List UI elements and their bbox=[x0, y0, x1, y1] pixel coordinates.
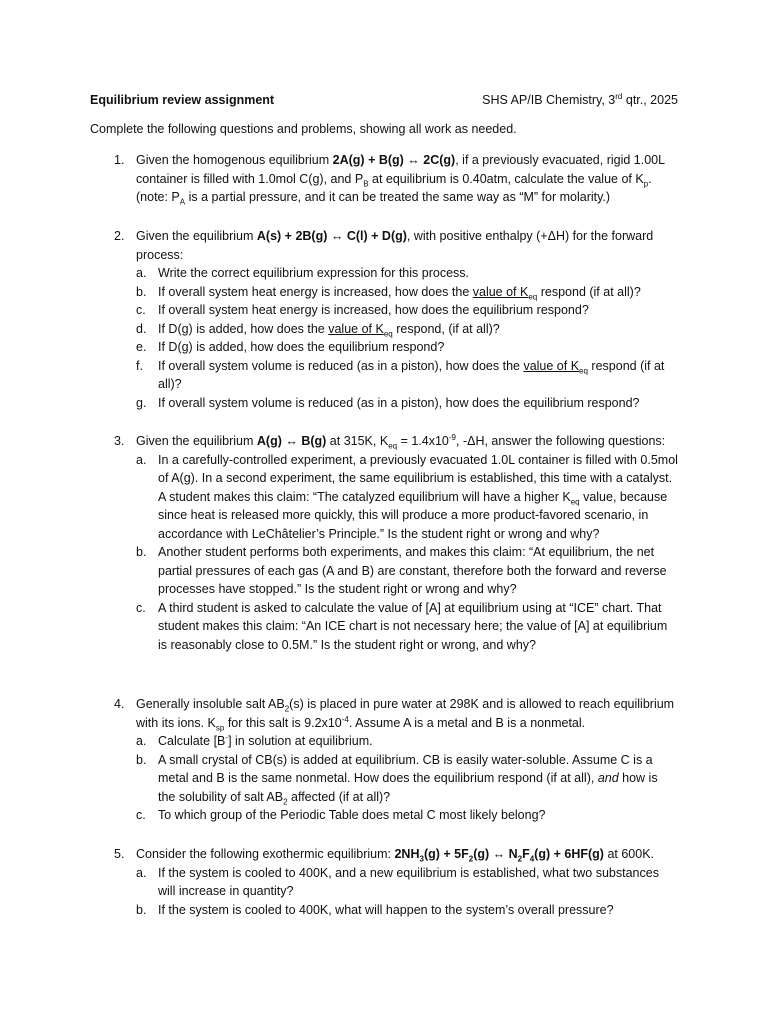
text-letters-3: d. bbox=[136, 321, 147, 336]
question-5a bbox=[136, 864, 678, 901]
question-3a bbox=[136, 451, 678, 544]
course-info bbox=[482, 93, 678, 107]
text-q3-t1: Given the equilibrium bbox=[136, 434, 257, 448]
text-q2-b1: If overall system heat energy is increased, how does the bbox=[158, 284, 473, 299]
text-q2-e: If D(g) is added, how does the equilibrium respond? bbox=[158, 340, 445, 354]
text-q1-t5: is a partial pressure, and it can be treated the same way as “M” for molarity.) bbox=[185, 190, 611, 204]
question-2a bbox=[136, 264, 678, 283]
text-q5-num: 5. bbox=[114, 847, 125, 861]
text-q5-eq1: 2NH bbox=[394, 847, 420, 861]
text-letters-0: a. bbox=[136, 734, 147, 748]
text-q2-c: If overall system heat energy is increased, how does the equilibrium respond? bbox=[158, 303, 589, 317]
text-q5-s3: 2 bbox=[517, 854, 523, 864]
text-q2-d2: respond, (if at all)? bbox=[392, 321, 500, 336]
text-q4-s2: sp bbox=[215, 723, 225, 732]
question-3 bbox=[90, 432, 678, 654]
text-letters-2: c. bbox=[136, 303, 146, 317]
text-header-course_sup: rd bbox=[615, 91, 623, 101]
text-q2-bu: value of K bbox=[472, 284, 529, 299]
text-q5-s4: 4 bbox=[529, 854, 535, 864]
text-letters-1: b. bbox=[136, 902, 147, 917]
text-letters-0: a. bbox=[136, 865, 147, 880]
text-q4-asup: - bbox=[225, 732, 229, 742]
text-letters-0: a. bbox=[136, 452, 147, 467]
question-2 bbox=[90, 227, 678, 412]
instructions: Complete the following questions and problems, showing all work as needed. bbox=[90, 122, 517, 136]
text-header-course_tail: qtr., 2025 bbox=[622, 93, 678, 107]
text-letters-6: g. bbox=[136, 395, 147, 410]
text-q2-d1: If D(g) is added, how does the bbox=[158, 321, 329, 336]
text-q4-bs: 2 bbox=[283, 797, 288, 806]
text-q5-s1: 3 bbox=[419, 854, 424, 864]
text-q4-b3: affected (if at all)? bbox=[287, 789, 391, 804]
text-q4-t2: (s) is placed in pure water at 298K and is allowed to reach equilibrium with its ions. K bbox=[136, 697, 675, 730]
question-2g bbox=[136, 394, 678, 413]
question-2c bbox=[136, 301, 678, 320]
text-q2-du: value of K bbox=[328, 321, 384, 336]
text-q2-fs: eq bbox=[579, 366, 588, 375]
text-q4-a2: ] in solution at equilibrium. bbox=[228, 734, 373, 748]
equation: 2A(g) + B(g) ↔ 2C(g) bbox=[332, 153, 456, 167]
text-q5-eq3: (g) ↔ N bbox=[473, 847, 518, 861]
text-q3-num: 3. bbox=[114, 434, 125, 448]
assignment-title: Equilibrium review assignment bbox=[90, 93, 275, 107]
text-q2-t2: , with positive enthalpy (+ΔH) for the forward process: bbox=[136, 229, 654, 262]
text-q3-t2: at 315K, K bbox=[326, 434, 389, 448]
text-q4-c: To which group of the Periodic Table does metal C most likely belong? bbox=[158, 808, 546, 822]
text-q2-g: If overall system volume is reduced (as in a piston), how does the equilibrium respond? bbox=[158, 395, 640, 410]
text-q5-eq5: (g) + 6HF(g) bbox=[534, 847, 604, 861]
text-q3-a1: In a carefully-controlled experiment, a previously evacuated 1.0L container is filled with 0.5mol of A(g). In a second experiment, the same equilibrium is established, this time with a catalyst. A student makes this claim: “The catalyzed equilibrium will have a higher K bbox=[158, 452, 678, 504]
text-q2-ds: eq bbox=[383, 329, 393, 338]
question-2f bbox=[136, 357, 678, 394]
text-q2-b2: respond (if at all)? bbox=[537, 284, 641, 299]
text-letters-2: c. bbox=[136, 808, 146, 822]
text-letters-0: a. bbox=[136, 266, 147, 280]
text-q1-t2: , if a previously evacuated, rigid 1.00L container is filled with 1.0mol C(g), and P bbox=[136, 153, 665, 186]
text-letters-2: c. bbox=[136, 600, 146, 615]
text-q2-bs: eq bbox=[528, 292, 538, 301]
text-q4-t4: . Assume A is a metal and B is a nonmetal. bbox=[348, 715, 586, 730]
text-q3-sup1: -9 bbox=[448, 432, 456, 442]
text-letters-4: e. bbox=[136, 340, 147, 354]
question-4c bbox=[136, 806, 678, 825]
text-q4-t1: Generally insoluble salt AB bbox=[136, 697, 285, 711]
text-q3-s1: eq bbox=[388, 441, 398, 451]
text-q2-f2: respond (if at all)? bbox=[158, 358, 665, 391]
question-4 bbox=[90, 695, 678, 825]
text-q1-s2: p bbox=[643, 179, 649, 188]
text-q5-t1: Consider the following exothermic equilibrium: bbox=[136, 847, 395, 861]
text-letters-1: b. bbox=[136, 284, 147, 299]
text-q3-c: A third student is asked to calculate the value of [A] at equilibrium using at “ICE” chart. That student makes this claim: “An ICE chart is not necessary here; the value of [A] at equilibrium is reasonably close to 0.5M.” Is the student right or wrong, and why? bbox=[158, 600, 668, 652]
text-letters-1: b. bbox=[136, 545, 147, 559]
text-q5-a: If the system is cooled to 400K, and a new equilibrium is established, what two substances will increase in quantity? bbox=[158, 865, 659, 898]
text-q2-t1: Given the equilibrium bbox=[136, 229, 257, 243]
text-q3-t3: = 1.4x10 bbox=[397, 434, 449, 448]
text-q1-t1: Given the homogenous equilibrium bbox=[136, 153, 333, 167]
text-q2-f1: If overall system volume is reduced (as in a piston), how does the bbox=[158, 358, 524, 373]
question-5 bbox=[90, 845, 678, 919]
text-q4-a1: Calculate [B bbox=[158, 734, 226, 748]
text-q1-s3: A bbox=[179, 197, 186, 207]
header bbox=[90, 93, 678, 111]
text-q5-b: If the system is cooled to 400K, what will happen to the system’s overall pressure? bbox=[158, 902, 614, 917]
text-header-course: SHS AP/IB Chemistry, 3 bbox=[482, 93, 616, 107]
text-letters-1: b. bbox=[136, 752, 147, 767]
question-2b bbox=[136, 283, 678, 302]
text-letters-5: f. bbox=[136, 358, 143, 373]
question-4b bbox=[136, 751, 678, 807]
text-q5-eq2: (g) + 5F bbox=[423, 847, 469, 861]
equation: A(g) ↔ B(g) bbox=[256, 434, 327, 448]
question-2d bbox=[136, 320, 678, 339]
text-q4-num: 4. bbox=[114, 697, 125, 711]
text-q1-t4: . (note: P bbox=[136, 171, 652, 204]
text-q3-a2: value, because since heat is released more quickly, this will produce a more product-favored scenario, in accordance with LeChâtelier’s Principle.” Is the student right or wrong and why? bbox=[158, 489, 668, 541]
equation: A(s) + 2B(g) ↔ C(l) + D(g) bbox=[256, 229, 407, 243]
question-5b bbox=[136, 901, 678, 920]
text-q5-t2: at 600K. bbox=[603, 847, 655, 861]
text-q2-fu: value of K bbox=[523, 358, 580, 373]
text-q4-b1: A small crystal of CB(s) is added at equilibrium. CB is easily water-soluble. Assume C is a metal and B is the same nonmetal. How does the equilibrium respond (if at all), bbox=[158, 752, 653, 785]
question-4a bbox=[136, 732, 678, 751]
text-q3-t4: , -ΔH, answer the following questions: bbox=[456, 434, 666, 448]
question-3b bbox=[136, 543, 678, 599]
text-q5-eq4: F bbox=[522, 847, 530, 861]
text-q2-num: 2. bbox=[114, 229, 125, 243]
question-2e bbox=[136, 338, 678, 357]
text-q4-s1: 2 bbox=[284, 704, 290, 714]
text-q3-b: Another student performs both experiments, and makes this claim: “At equilibrium, the net partial pressures of each gas (A and B) are constant, therefore both the forward and reverse processes have stopped.” Is the student right or wrong and why? bbox=[158, 545, 667, 596]
text-q1-num: 1. bbox=[114, 153, 125, 167]
text-q4-b2: how is the solubility of salt AB bbox=[158, 771, 658, 804]
text-q2-a: Write the correct equilibrium expression for this process. bbox=[158, 266, 469, 280]
question-3c bbox=[136, 599, 678, 655]
text-q4-bi: and bbox=[597, 771, 619, 785]
text-q5-s2: 2 bbox=[468, 854, 474, 864]
text-q4-t3: for this salt is 9.2x10 bbox=[224, 715, 342, 730]
text-q1-s1: B bbox=[363, 179, 369, 188]
equation bbox=[394, 847, 604, 864]
text-q1-t3: at equilibrium is 0.40atm, calculate the value of K bbox=[368, 171, 644, 186]
question-1 bbox=[90, 151, 678, 207]
text-q3-as: eq bbox=[570, 497, 580, 506]
text-q4-sup1: -4 bbox=[341, 714, 349, 724]
